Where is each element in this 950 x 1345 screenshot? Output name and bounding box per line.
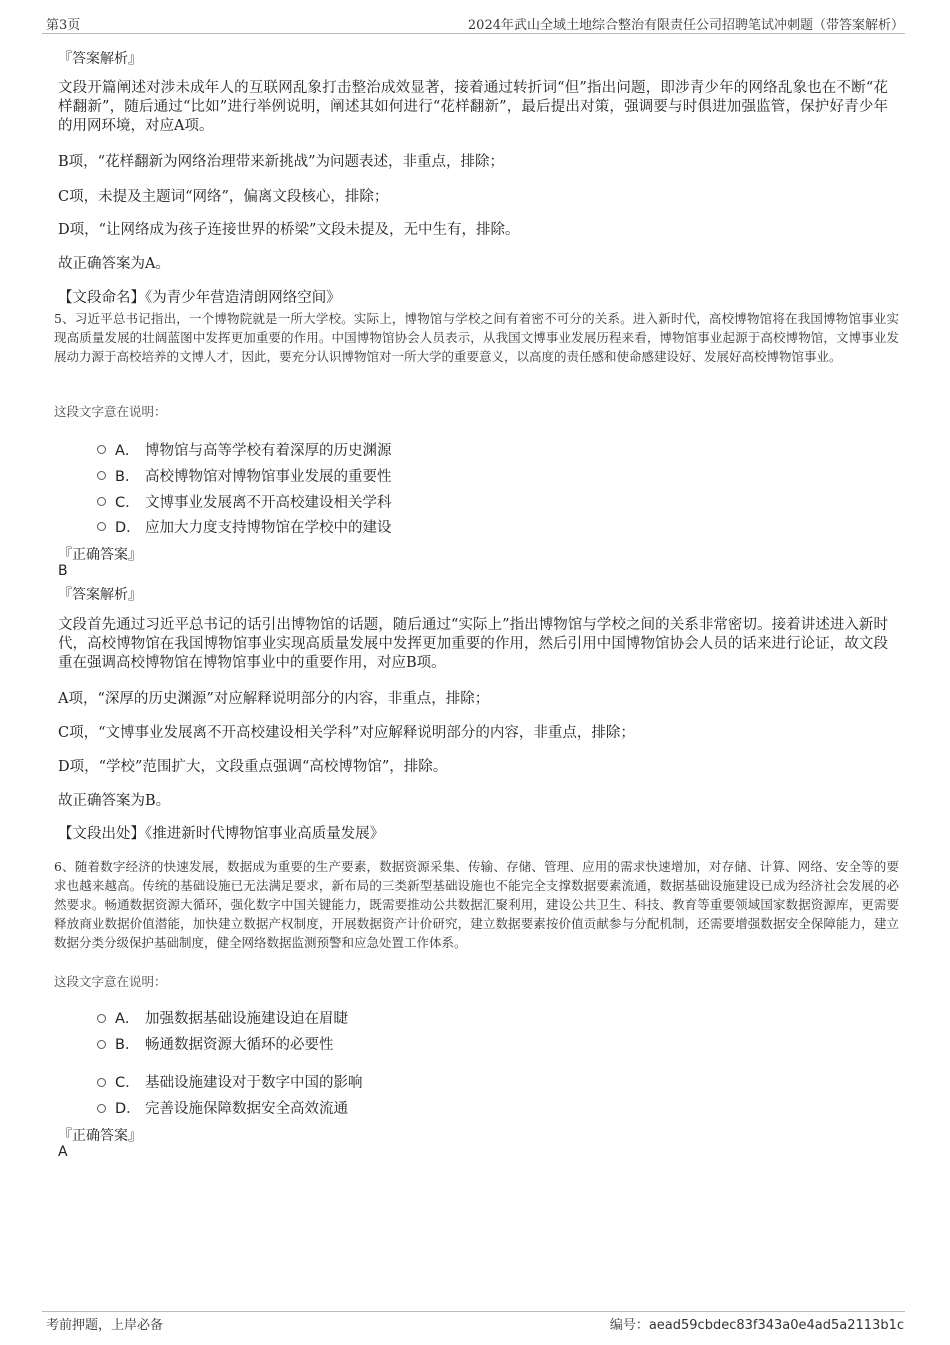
- option-text: 博物馆与高等学校有着深厚的历史渊源: [145, 443, 392, 459]
- option-b-note: B项，“花样翻新为网络治理带来新挑战”为问题表述，非重点，排除；: [58, 154, 504, 170]
- analysis-text: 文段首先通过习近平总书记的话引出博物馆的话题，随后通过“实际上”指出博物馆与学校之间的关系非常密切。接着讲述进入新时代，高校博物馆在我国博物馆事业实现高质量发展中发挥更加重要的作用，然后引用中国博物馆协会人员的话来进行论证，故文段重在强调高校博物馆在博物馆事业中的重要作用，对应B项。: [58, 617, 888, 671]
- question-5-text: 5、习近平总书记指出，一个博物院就是一所大学校。实际上，博物馆与学校之间有着密不可分的关系。进入新时代，高校博物馆将在我国博物馆事业实现高质量发展的壮阔蓝图中发挥更加重要的作用。中国博物馆协会人员表示，从我国文博事业发展历程来看，博物馆事业起源于高校博物馆，文博事业发展动力源于高校培养的文博人才，因此，要充分认识博物馆对一所大学的重要意义，以高度的责任感和使命感建设好、发展好高校博物馆事业。: [54, 311, 899, 364]
- option-text: 完善设施保障数据安全高效流通: [145, 1101, 348, 1117]
- option-text: 畅通数据资源大循环的必要性: [145, 1037, 334, 1053]
- option-letter: B．: [115, 469, 140, 485]
- option-c-note: C项，未提及主题词“网络”，偏离文段核心，排除；: [58, 189, 389, 205]
- option-letter: B．: [115, 1037, 140, 1053]
- analysis-label: 『答案解析』: [58, 587, 142, 603]
- conclusion: 故正确答案为A。: [58, 256, 170, 272]
- conclusion: 故正确答案为B。: [58, 793, 171, 809]
- page-number: 第3页: [46, 18, 81, 33]
- option-text: 高校博物馆对博物馆事业发展的重要性: [145, 469, 392, 485]
- question-6-prompt: 这段文字意在说明：: [54, 974, 167, 989]
- option-text: 文博事业发展离不开高校建设相关学科: [145, 495, 392, 511]
- code-label: 编号：: [609, 1318, 649, 1333]
- passage-source: 【文段出处】《推进新时代博物馆事业高质量发展》: [58, 826, 385, 842]
- option-letter: D．: [115, 1101, 141, 1117]
- footer-rule: [42, 1311, 905, 1312]
- option-c-note: C项，“文博事业发展离不开高校建设相关学科”对应解释说明部分的内容，非重点，排除；: [58, 725, 635, 741]
- option-d-note: D项，“让网络成为孩子连接世界的桥梁”文段未提及，无中生有，排除。: [58, 222, 520, 238]
- footer-code: [610, 1314, 904, 1333]
- question-5-prompt: 这段文字意在说明：: [54, 404, 167, 419]
- correct-answer: A: [58, 1144, 68, 1160]
- radio-icon[interactable]: [97, 522, 106, 531]
- analysis-text: 文段开篇阐述对涉未成年人的互联网乱象打击整治成效显著，接着通过转折词“但”指出问题，即涉青少年的网络乱象也在不断“花样翻新”，随后通过“比如”进行举例说明，阐述其如何进行“花样翻新”，最后提出对策，强调要与时俱进加强监管，保护好青少年的用网环境，对应A项。: [58, 80, 888, 134]
- radio-icon[interactable]: [97, 1040, 106, 1049]
- code-value: aead59cbdec83f343a0e4ad5a2113b1c: [648, 1318, 904, 1333]
- option-a-note: A项，“深厚的历史渊源”对应解释说明部分的内容，非重点，排除；: [58, 691, 490, 707]
- analysis-label: 『答案解析』: [58, 51, 142, 67]
- correct-answer: B: [58, 563, 68, 579]
- radio-icon[interactable]: [97, 1104, 106, 1113]
- footer-slogan: 考前押题，上岸必备: [46, 1318, 164, 1333]
- option-text: 基础设施建设对于数字中国的影响: [145, 1075, 363, 1091]
- radio-icon[interactable]: [97, 471, 106, 480]
- radio-icon[interactable]: [97, 445, 106, 454]
- header-rule: [42, 33, 905, 34]
- document-title: 2024年武山全域土地综合整治有限责任公司招聘笔试冲刺题（带答案解析）: [467, 18, 904, 33]
- radio-icon[interactable]: [97, 497, 106, 506]
- option-text: 应加大力度支持博物馆在学校中的建设: [145, 520, 392, 536]
- option-letter: D．: [115, 520, 141, 536]
- passage-naming: 【文段命名】《为青少年营造清朗网络空间》: [58, 290, 341, 306]
- radio-icon[interactable]: [97, 1078, 106, 1087]
- radio-icon[interactable]: [97, 1014, 106, 1023]
- correct-answer-label: 『正确答案』: [58, 547, 142, 563]
- option-text: 加强数据基础设施建设迫在眉睫: [145, 1011, 348, 1027]
- option-letter: A．: [115, 1011, 140, 1027]
- option-d-note: D项，“学校”范围扩大，文段重点强调“高校博物馆”，排除。: [58, 759, 448, 775]
- option-letter: C．: [115, 495, 140, 511]
- correct-answer-label: 『正确答案』: [58, 1128, 142, 1144]
- option-letter: C．: [115, 1075, 140, 1091]
- option-letter: A．: [115, 443, 140, 459]
- question-6-text: 6、随着数字经济的快速发展，数据成为重要的生产要素，数据资源采集、传输、存储、管理、应用的需求快速增加，对存储、计算、网络、安全等的要求也越来越高。传统的基础设施已无法满足要求，新布局的三类新型基础设施也不能完全支撑数据要素流通，数据基础设施建设已成为经济社会发展的必然要求。畅通数据资源大循环，强化数字中国关键能力，既需要推动公共数据汇聚利用，建设公共卫生、科技、教育等重要领域国家数据资源库，更需要释放商业数据价值潜能，加快建立数据产权制度，开展数据资产计价研究，建立数据要素按价值贡献参与分配机制，还需要增强数据安全保障能力，建立数据分类分级保护基础制度，健全网络数据监测预警和应急处置工作体系。: [54, 859, 899, 950]
